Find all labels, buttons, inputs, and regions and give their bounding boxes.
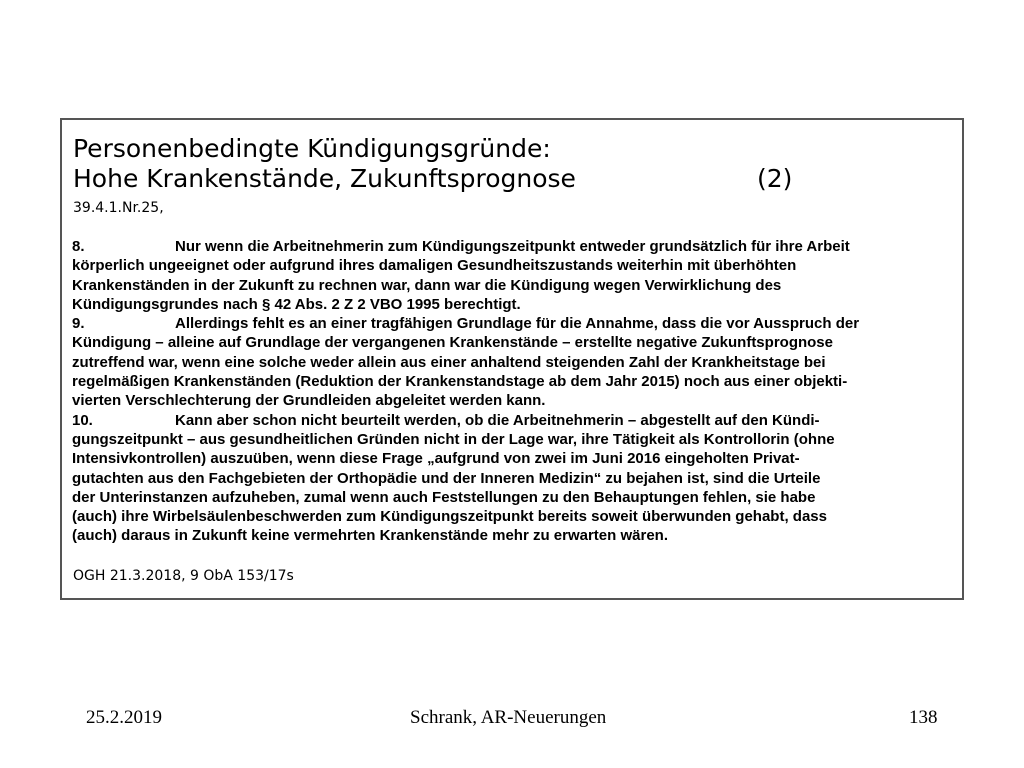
paragraph-9-line: zutreffend war, wenn eine solche weder allein aus einer anhaltend steigenden Zahl der Krankheitstage bei [72, 353, 826, 371]
paragraph-8-line [72, 237, 958, 256]
footer-date: 25.2.2019 [86, 707, 162, 728]
content-box [60, 118, 964, 600]
paragraph-number: 9. [72, 315, 85, 333]
paragraph-number: 8. [72, 238, 85, 255]
title-line-2: Hohe Krankenstände, Zukunftsprognose [73, 164, 576, 193]
paragraph-9-line: regelmäßigen Krankenständen (Reduktion der Krankenstandstage ab dem Jahr 2015) noch aus einer objekti- [72, 373, 848, 391]
citation: OGH 21.3.2018, 9 ObA 153/17s [73, 568, 294, 584]
paragraph-10-line: (auch) ihre Wirbelsäulenbeschwerden zum Kündigungszeitpunkt bereits soweit überwunden gehabt, dass [72, 508, 827, 526]
paragraph-9-line: vierten Verschlechterung der Grundleiden abgeleitet werden kann. [72, 392, 546, 410]
paragraph-number: 10. [72, 411, 93, 429]
paragraph-text: Allerdings fehlt es an einer tragfähigen Grundlage für die Annahme, dass die vor Ausspruch der [175, 315, 860, 333]
title-number: (2) [757, 164, 793, 193]
paragraph-10-line: Intensivkontrollen) auszuüben, wenn diese Frage „aufgrund von zwei im Juni 2016 eingeholten Privat- [72, 450, 800, 468]
paragraph-text: Kann aber schon nicht beurteilt werden, ob die Arbeitnehmerin – abgestellt auf den Kündi- [175, 411, 820, 429]
slide-title [73, 134, 933, 194]
reference-number: 39.4.1.Nr.25, [73, 200, 164, 216]
paragraph-text: Nur wenn die Arbeitnehmerin zum Kündigungszeitpunkt entweder grundsätzlich für ihre Arbeit [175, 238, 850, 255]
paragraph-8-line: körperlich ungeeignet oder aufgrund ihres damaligen Gesundheitszustands weiterhin mit überhöhten [72, 257, 797, 275]
paragraph-10-line [72, 411, 958, 430]
paragraph-8-line: Krankenständen in der Zukunft zu rechnen war, dann war die Kündigung wegen Verwirklichung des [72, 276, 782, 294]
paragraph-8-line: Kündigungsgrundes nach § 42 Abs. 2 Z 2 VBO 1995 berechtigt. [72, 295, 521, 313]
paragraph-10-line: gutachten aus den Fachgebieten der Orthopädie und der Inneren Medizin“ zu bejahen ist, sind die Urteile [72, 469, 821, 487]
footer-title: Schrank, AR-Neuerungen [410, 707, 607, 728]
paragraph-10-line: der Unterinstanzen aufzuheben, zumal wenn auch Feststellungen zu den Behauptungen fehlen, sie habe [72, 488, 816, 506]
paragraph-9-line [72, 314, 958, 333]
paragraph-9-line: Kündigung – alleine auf Grundlage der vergangenen Krankenstände – erstellte negative Zukunftsprognose [72, 334, 833, 352]
paragraph-10-line: (auch) daraus in Zukunft keine vermehrten Krankenstände mehr zu erwarten wären. [72, 527, 668, 545]
paragraphs [72, 237, 958, 546]
title-line-1: Personenbedingte Kündigungsgründe: [73, 134, 551, 163]
paragraph-10-line: gungszeitpunkt – aus gesundheitlichen Gründen nicht in der Lage war, ihre Tätigkeit als Kontrollorin (ohne [72, 430, 835, 448]
footer-page-number: 138 [909, 707, 938, 728]
